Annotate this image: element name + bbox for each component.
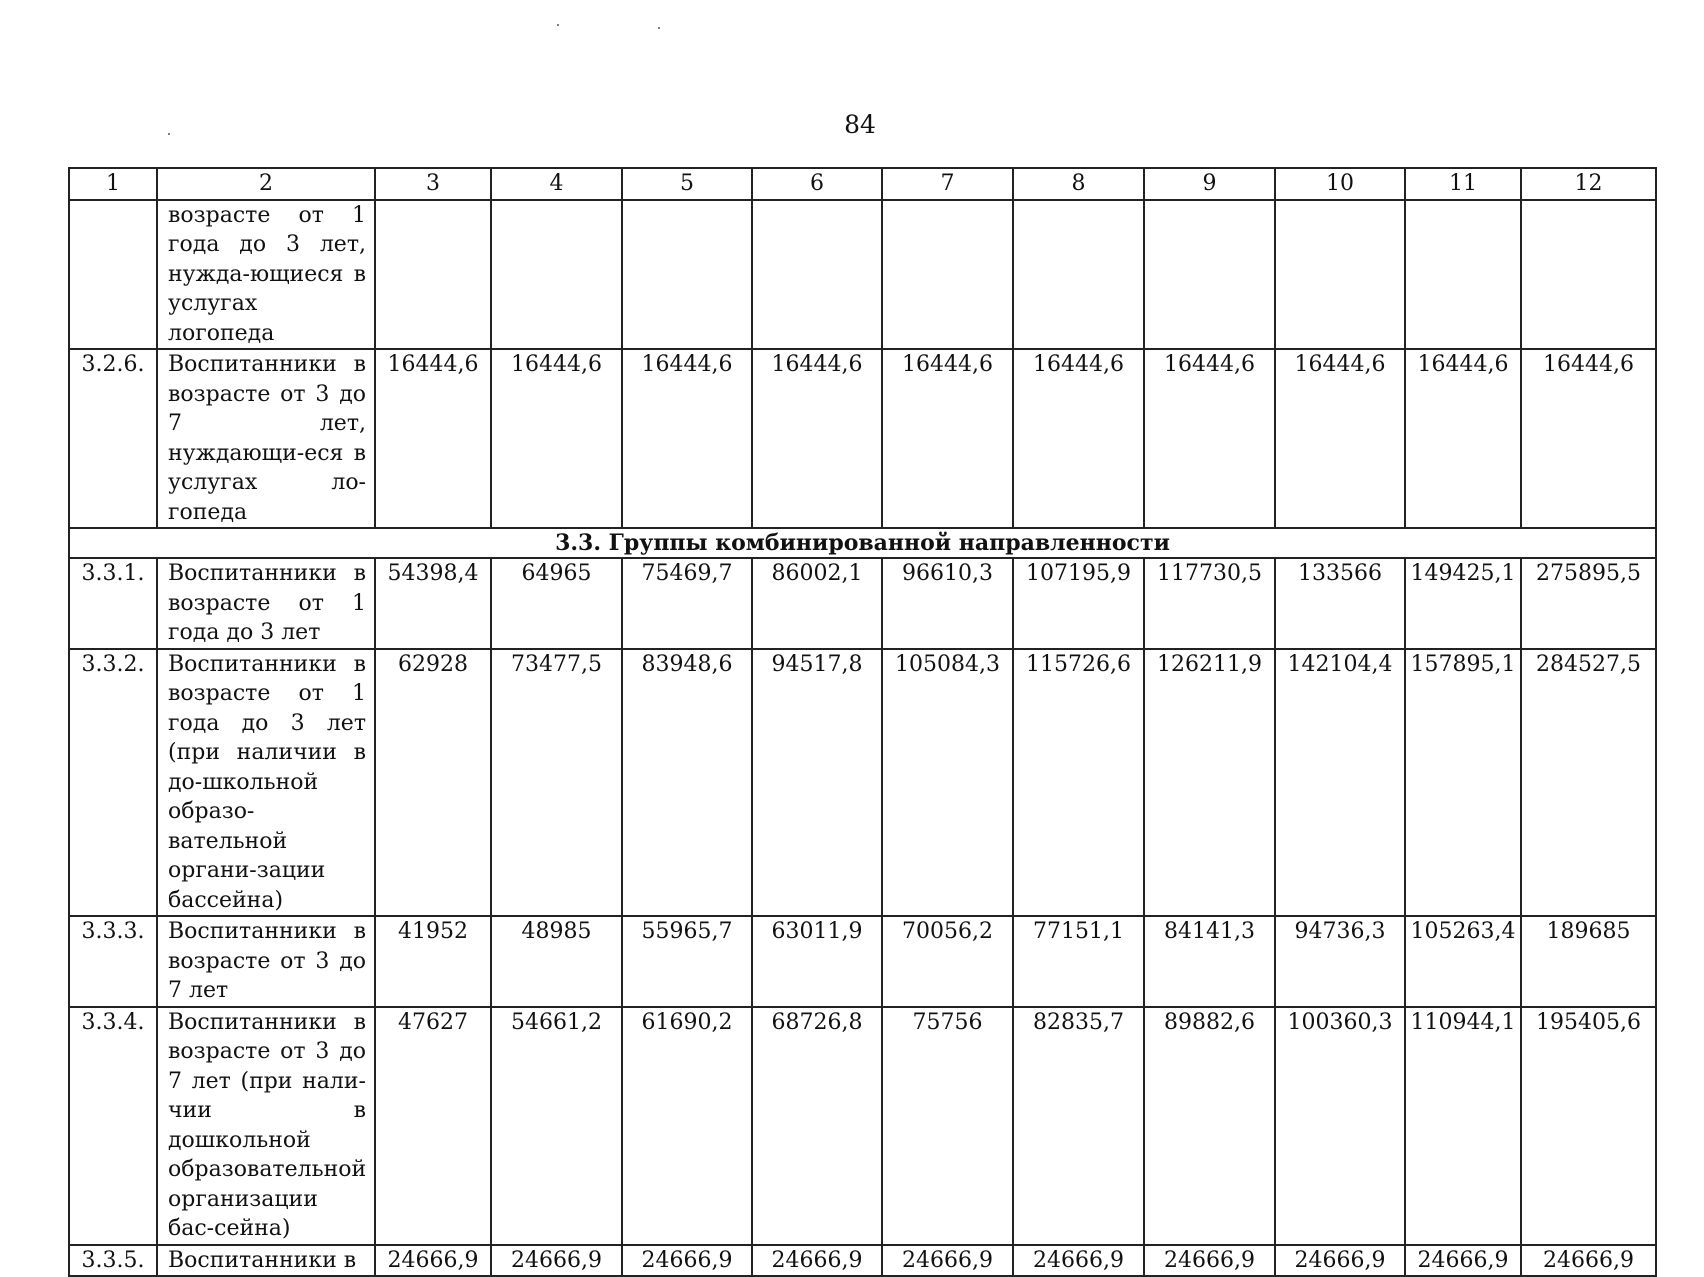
value-cell: 16444,6 [1013,349,1144,528]
value-cell: 68726,8 [752,1007,882,1245]
value-cell: 16444,6 [491,349,622,528]
value-cell: 189685 [1521,916,1656,1007]
value-cell: 83948,6 [622,649,752,917]
value-cell: 24666,9 [491,1245,622,1277]
row-description: Воспитанники в возрасте от 1 года до 3 лет (при наличии в до-школьной образо-вательной органи-зации бассейна) [157,649,375,917]
value-cell: 126211,9 [1144,649,1275,917]
value-cell: 117730,5 [1144,558,1275,649]
value-cell: 24666,9 [882,1245,1013,1277]
value-cell: 142104,4 [1275,649,1405,917]
value-cell [1013,200,1144,350]
value-cell: 61690,2 [622,1007,752,1245]
table-row [69,558,1656,649]
column-number-header: 1 [69,168,157,200]
value-cell: 16444,6 [622,349,752,528]
column-number-header: 10 [1275,168,1405,200]
value-cell [1144,200,1275,350]
value-cell: 63011,9 [752,916,882,1007]
value-cell: 24666,9 [1013,1245,1144,1277]
table-row [69,1007,1656,1245]
column-number-header: 8 [1013,168,1144,200]
value-cell [1275,200,1405,350]
value-cell: 54661,2 [491,1007,622,1245]
table-row [69,649,1656,917]
tariff-table [68,167,1657,1277]
column-number-header: 6 [752,168,882,200]
value-cell: 47627 [375,1007,491,1245]
section-heading-row [69,528,1656,558]
value-cell: 24666,9 [1275,1245,1405,1277]
row-code: 3.3.2. [69,649,157,917]
row-code: 3.3.1. [69,558,157,649]
value-cell: 115726,6 [1013,649,1144,917]
row-description: Воспитанники в возрасте от 1 года до 3 лет [157,558,375,649]
value-cell: 195405,6 [1521,1007,1656,1245]
value-cell: 48985 [491,916,622,1007]
value-cell: 105084,3 [882,649,1013,917]
row-code [69,200,157,350]
row-code: 3.3.3. [69,916,157,1007]
table-body [69,168,1656,1276]
value-cell: 284527,5 [1521,649,1656,917]
header-row [69,168,1656,200]
value-cell: 275895,5 [1521,558,1656,649]
value-cell [1405,200,1521,350]
value-cell: 24666,9 [375,1245,491,1277]
value-cell: 149425,1 [1405,558,1521,649]
row-description: Воспитанники в возрасте от 3 до 7 лет, нуждающи-еся в услугах ло-гопеда [157,349,375,528]
value-cell: 64965 [491,558,622,649]
value-cell: 16444,6 [1144,349,1275,528]
scan-speck [658,27,660,29]
column-number-header: 9 [1144,168,1275,200]
value-cell: 73477,5 [491,649,622,917]
value-cell: 84141,3 [1144,916,1275,1007]
value-cell: 24666,9 [752,1245,882,1277]
row-description: возрасте от 1 года до 3 лет, нужда-ющиеся в услугах логопеда [157,200,375,350]
value-cell: 16444,6 [375,349,491,528]
row-code: 3.2.6. [69,349,157,528]
column-number-header: 7 [882,168,1013,200]
column-number-header: 12 [1521,168,1656,200]
value-cell [1521,200,1656,350]
column-number-header: 4 [491,168,622,200]
column-number-header: 5 [622,168,752,200]
table-row [69,200,1656,350]
value-cell: 16444,6 [882,349,1013,528]
value-cell: 75469,7 [622,558,752,649]
section-title: 3.3. Группы комбинированной направленности [69,528,1656,558]
row-code: 3.3.4. [69,1007,157,1245]
value-cell: 96610,3 [882,558,1013,649]
value-cell [491,200,622,350]
column-number-header: 2 [157,168,375,200]
row-code: 3.3.5. [69,1245,157,1277]
value-cell: 54398,4 [375,558,491,649]
value-cell: 100360,3 [1275,1007,1405,1245]
value-cell: 105263,4 [1405,916,1521,1007]
value-cell: 70056,2 [882,916,1013,1007]
value-cell: 16444,6 [1275,349,1405,528]
value-cell: 86002,1 [752,558,882,649]
value-cell [752,200,882,350]
row-description: Воспитанники в возрасте от 3 до 7 лет [157,916,375,1007]
table-row [69,1245,1656,1277]
table-row [69,916,1656,1007]
value-cell [375,200,491,350]
value-cell: 62928 [375,649,491,917]
value-cell [882,200,1013,350]
value-cell: 41952 [375,916,491,1007]
value-cell: 55965,7 [622,916,752,1007]
value-cell: 94517,8 [752,649,882,917]
scan-speck [557,24,559,26]
value-cell: 82835,7 [1013,1007,1144,1245]
value-cell: 24666,9 [1405,1245,1521,1277]
value-cell: 157895,1 [1405,649,1521,917]
value-cell: 16444,6 [752,349,882,528]
value-cell: 16444,6 [1405,349,1521,528]
column-number-header: 11 [1405,168,1521,200]
row-description: Воспитанники в [157,1245,375,1277]
value-cell: 94736,3 [1275,916,1405,1007]
column-number-header: 3 [375,168,491,200]
row-description: Воспитанники в возрасте от 3 до 7 лет (при нали-чии в дошкольной образовательной организации бас-сейна) [157,1007,375,1245]
value-cell: 110944,1 [1405,1007,1521,1245]
value-cell: 16444,6 [1521,349,1656,528]
value-cell: 24666,9 [1521,1245,1656,1277]
table-row [69,349,1656,528]
value-cell: 24666,9 [622,1245,752,1277]
page-number: 84 [844,110,876,139]
value-cell: 77151,1 [1013,916,1144,1007]
value-cell [622,200,752,350]
value-cell: 75756 [882,1007,1013,1245]
value-cell: 107195,9 [1013,558,1144,649]
value-cell: 89882,6 [1144,1007,1275,1245]
value-cell: 133566 [1275,558,1405,649]
value-cell: 24666,9 [1144,1245,1275,1277]
